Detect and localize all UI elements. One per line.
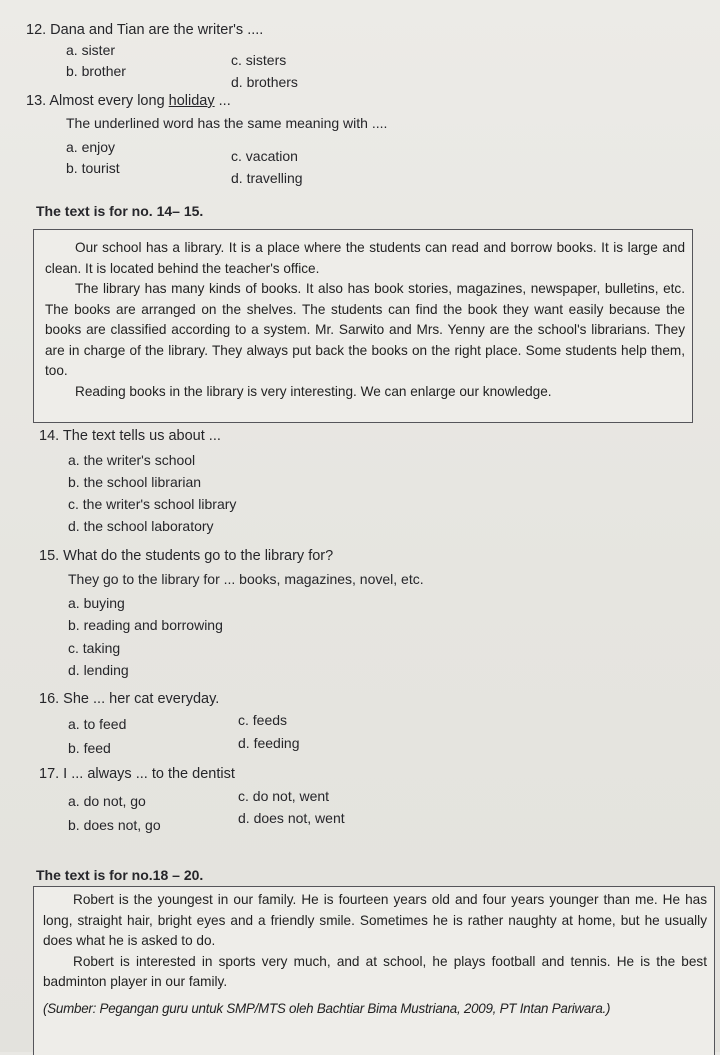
- q14-stem: 14. The text tells us about ...: [39, 428, 221, 444]
- text1-paragraph-3: Reading books in the library is very interesting. We can enlarge our knowledge.: [75, 383, 552, 399]
- text1-paragraph-2: The library has many kinds of books. It also has book stories, magazines, newspaper, bulletins, etc. The books are arranged on the shelves. The students can find the book they want easily because the books are classified according to a system. Mr. Sarwito and Mrs. Yenny are the school's librarians. They are in charge of the library. They always put back the books on the right place. Some students help them, too.: [45, 281, 685, 378]
- q12-option-b: b. brother: [66, 63, 126, 79]
- q14-option-a: a. the writer's school: [68, 452, 196, 468]
- q13-underlined-word: holiday: [168, 93, 215, 109]
- text1-heading: The text is for no. 14– 15.: [36, 203, 204, 219]
- text2-source: (Sumber: Pegangan guru untuk SMP/MTS oleh Bachtiar Bima Mustriana, 2009, PT Intan Pariwara.): [43, 1000, 611, 1016]
- q13-option-c: c. vacation: [231, 148, 298, 164]
- q16-option-b: b. feed: [68, 740, 111, 756]
- q15-subquestion: They go to the library for ... books, magazines, novel, etc.: [68, 571, 424, 587]
- q15-option-c: c. taking: [68, 640, 121, 656]
- q12-option-a: a. sister: [66, 42, 116, 58]
- q14-option-c: c. the writer's school library: [68, 496, 237, 512]
- q13-stem-end: ...: [214, 93, 231, 109]
- q16-option-d: d. feeding: [238, 735, 300, 751]
- q12-stem: 12. Dana and Tian are the writer's ....: [26, 22, 264, 38]
- q13-option-d: d. travelling: [231, 170, 303, 186]
- q15-stem: 15. What do the students go to the library for?: [39, 548, 334, 564]
- q13-stem: [26, 93, 231, 109]
- q15-option-a: a. buying: [68, 595, 125, 611]
- q16-stem: 16. She ... her cat everyday.: [39, 691, 220, 707]
- text2-heading: The text is for no.18 – 20.: [36, 867, 204, 883]
- q15-option-d: d. lending: [68, 662, 129, 678]
- q13-option-b: b. tourist: [66, 160, 120, 176]
- q17-option-a: a. do not, go: [68, 793, 146, 809]
- q17-option-d: d. does not, went: [238, 810, 345, 826]
- q12-option-c: c. sisters: [231, 52, 287, 68]
- q17-option-c: c. do not, went: [238, 788, 330, 804]
- q14-option-b: b. the school librarian: [68, 474, 202, 490]
- text2-passage: [43, 890, 707, 1019]
- text1-passage: [45, 238, 685, 402]
- q15-option-b: b. reading and borrowing: [68, 617, 223, 633]
- q13-stem-text: 13. Almost every long: [26, 93, 169, 109]
- q17-option-b: b. does not, go: [68, 817, 161, 833]
- q16-option-c: c. feeds: [238, 712, 288, 728]
- text2-paragraph-1: Robert is the youngest in our family. He is fourteen years old and four years younger than me. He has long, straight hair, bright eyes and a friendly smile. Sometimes he is rather naughty at home, but he usually does what he is asked to do.: [43, 892, 707, 948]
- q12-option-d: d. brothers: [231, 74, 298, 90]
- q16-option-a: a. to feed: [68, 716, 127, 732]
- q13-subquestion: The underlined word has the same meaning with ....: [66, 115, 388, 131]
- q13-option-a: a. enjoy: [66, 139, 116, 155]
- q17-stem: 17. I ... always ... to the dentist: [39, 766, 235, 782]
- text2-paragraph-2: Robert is interested in sports very much, and at school, he plays football and tennis. He is the best badminton player in our family.: [43, 953, 707, 989]
- text1-paragraph-1: Our school has a library. It is a place where the students can read and borrow books. It is large and clean. It is located behind the teacher's office.: [45, 240, 685, 276]
- q14-option-d: d. the school laboratory: [68, 518, 214, 534]
